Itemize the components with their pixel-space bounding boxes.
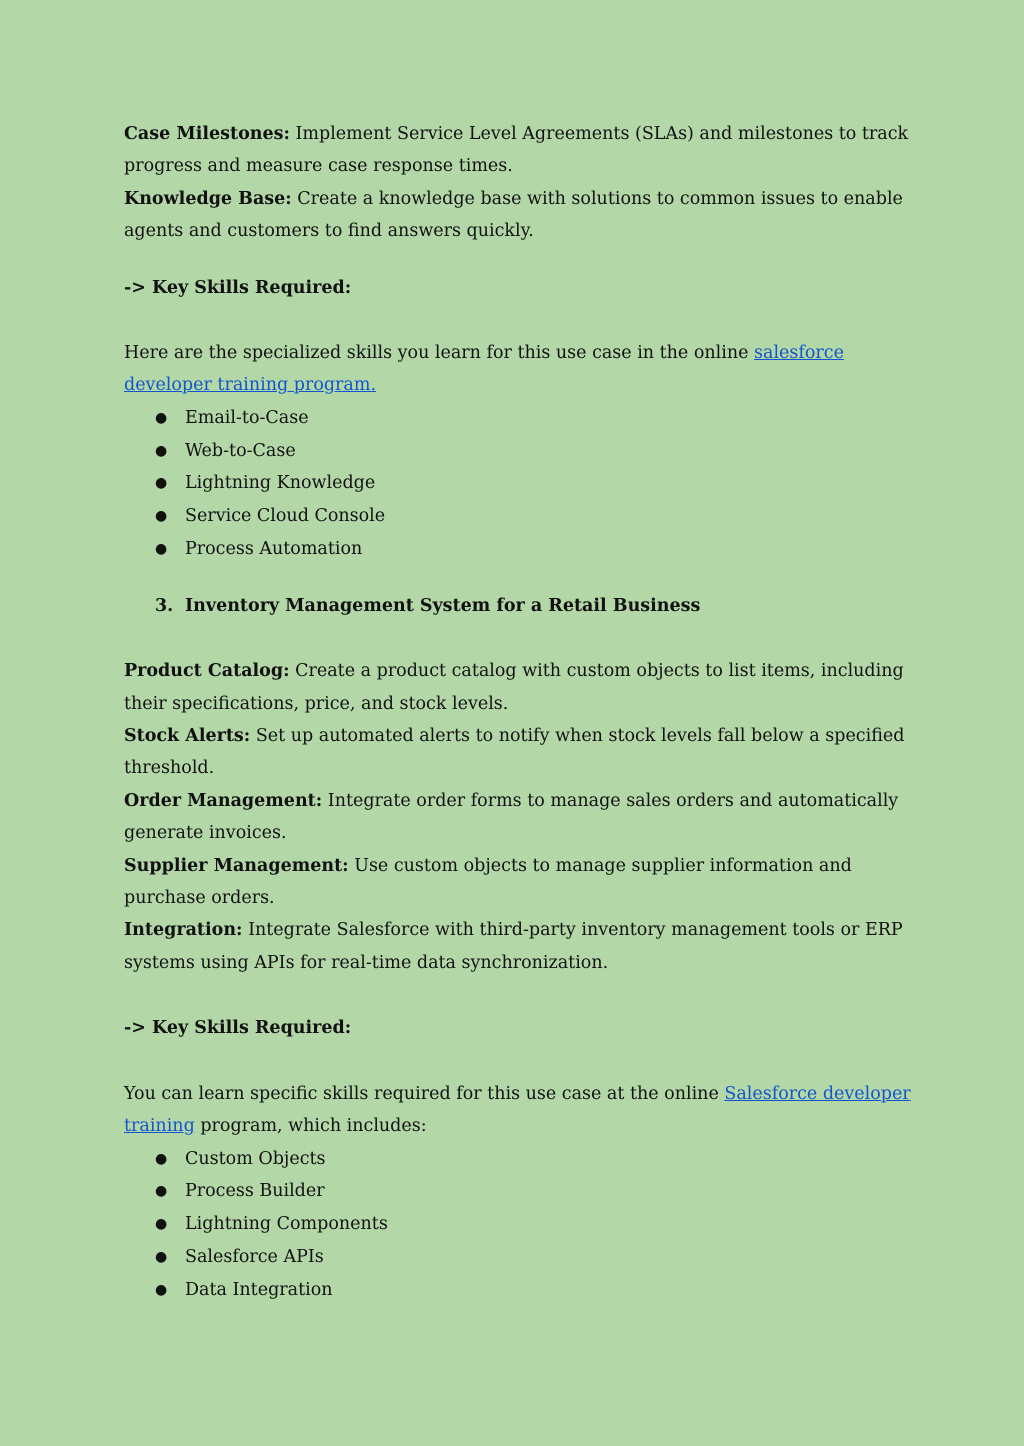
term-text: Integrate order forms to manage sales orders and automatically generate invoices.	[124, 790, 899, 844]
key-skills-heading: -> Key Skills Required:	[124, 1018, 352, 1039]
skills-intro: Here are the specialized skills you learn for this use case in the online salesforce developer training program.	[124, 343, 844, 396]
term-text: Create a knowledge base with solutions to common issues to enable agents and customers to find answers quickly.	[124, 188, 903, 242]
term-label: Product Catalog:	[124, 661, 290, 682]
key-skills-heading: -> Key Skills Required:	[124, 277, 352, 298]
list-item: ● Lightning Components	[124, 1208, 914, 1241]
paragraph-order-management	[124, 785, 914, 850]
list-item: ● Process Automation	[124, 533, 914, 566]
training-program-link[interactable]: salesforce developer training program.	[124, 343, 844, 396]
document-body	[124, 118, 914, 1307]
list-item: ● Process Builder	[124, 1175, 914, 1208]
list-item: ● Service Cloud Console	[124, 500, 914, 533]
bullet-icon: ●	[155, 1216, 168, 1233]
term-label: Order Management:	[124, 790, 323, 811]
bullet-icon: ●	[155, 475, 168, 492]
list-item: ● Custom Objects	[124, 1143, 914, 1176]
paragraph-case-milestones	[124, 118, 914, 183]
term-text: Use custom objects to manage supplier information and purchase orders.	[124, 855, 852, 909]
bullet-icon: ●	[155, 1281, 168, 1298]
section-number: 3.	[155, 595, 174, 616]
paragraph-stock-alerts	[124, 720, 914, 785]
term-text: Integrate Salesforce with third-party inventory management tools or ERP systems using APIs for real-time data synchronization.	[124, 920, 903, 973]
term-text: Create a product catalog with custom objects to list items, including their specifications, price, and stock levels.	[124, 661, 904, 714]
skills-list	[124, 402, 914, 566]
paragraph-integration	[124, 914, 914, 979]
list-item: ● Data Integration	[124, 1274, 914, 1307]
paragraph-product-catalog	[124, 655, 914, 720]
section-heading-inventory	[124, 590, 914, 622]
term-label: Stock Alerts:	[124, 726, 251, 747]
list-item: ● Email-to-Case	[124, 402, 914, 435]
section-title: Inventory Management System for a Retail Business	[185, 595, 701, 616]
term-label: Integration:	[124, 920, 243, 941]
term-text: Implement Service Level Agreements (SLAs) and milestones to track progress and measure case response times.	[124, 124, 909, 177]
bullet-icon: ●	[155, 1248, 168, 1265]
skills-intro: You can learn specific skills required for this use case at the online Salesforce developer training program, which includes:	[124, 1083, 911, 1137]
bullet-icon: ●	[155, 409, 168, 426]
bullet-icon: ●	[155, 508, 168, 525]
bullet-icon: ●	[155, 1183, 168, 1200]
list-item: ● Lightning Knowledge	[124, 467, 914, 500]
paragraph-knowledge-base	[124, 183, 914, 248]
developer-training-link[interactable]: Salesforce developer training	[124, 1083, 911, 1137]
paragraph-supplier-management	[124, 850, 914, 915]
term-text: Set up automated alerts to notify when stock levels fall below a specified threshold.	[124, 726, 905, 779]
term-label: Supplier Management:	[124, 855, 349, 876]
term-label: Knowledge Base:	[124, 188, 292, 209]
list-item: ● Salesforce APIs	[124, 1241, 914, 1274]
term-label: Case Milestones:	[124, 124, 290, 144]
list-item: ● Web-to-Case	[124, 435, 914, 468]
bullet-icon: ●	[155, 541, 168, 558]
bullet-icon: ●	[155, 442, 168, 459]
skills-list	[124, 1143, 914, 1307]
bullet-icon: ●	[155, 1150, 168, 1167]
